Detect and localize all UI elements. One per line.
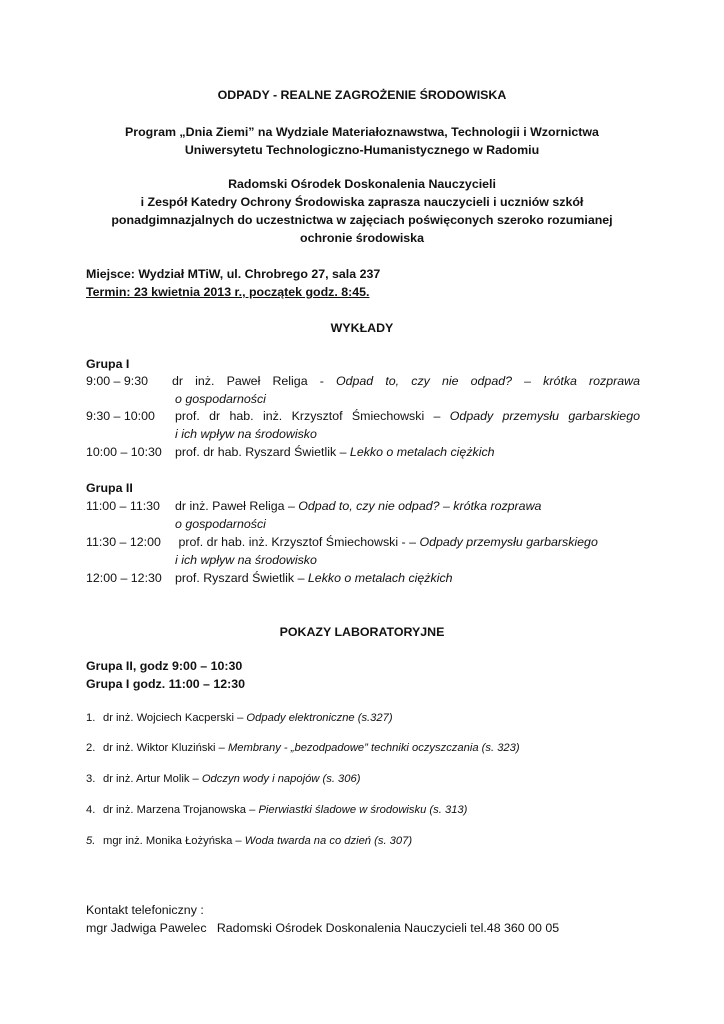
lecture-topic-continued: o gospodarności [175,392,266,406]
lecture-line [175,443,640,461]
lecture-topic: Lekko o metalach ciężkich [349,445,495,459]
list-item-number: 1. [86,712,96,724]
place-info: Miejsce: Wydział MTiW, ul. Chrobrego 27, sala 237 [86,267,381,281]
lecture-time: 11:30 – 12:00 [86,535,161,549]
lecture-topic-continued: i ich wpływ na środowisko [175,553,317,567]
lecture-entry [175,407,640,443]
lecture-time: 9:00 – 9:30 [86,374,149,388]
lecture-topic-continued: i ich wpływ na środowisko [175,427,317,441]
labs-group-line-2: Grupa I godz. 11:00 – 12:30 [86,677,246,691]
lab-speaker: mgr inż. Monika Łożyńska – [103,835,245,847]
lecture-topic: Odpad to, czy nie odpad? – krótka rozprawa [336,374,641,388]
lecture-time: 9:30 – 10:00 [86,409,155,423]
invite-line-4: ochronie środowiska [300,231,424,245]
lecture-entry [175,497,640,533]
lab-speaker: dr inż. Artur Molik – [103,773,202,785]
group-2-heading: Grupa II [86,481,133,495]
lab-topic: Pierwiastki śladowe w środowisku (s. 313) [258,804,468,816]
lecture-time: 12:00 – 12:30 [86,571,162,585]
lecture-speaker: dr inż. Paweł Religa - [172,374,336,388]
group-1-heading: Grupa I [86,357,130,371]
invite-line-2: i Zespół Katedry Ochrony Środowiska zaprasza nauczycieli i uczniów szkół [140,195,584,209]
lecture-topic: Odpady przemysłu garbarskiego [419,535,598,549]
invite-line-1: Radomski Ośrodek Doskonalenia Nauczycieli [228,177,496,191]
lab-topic: Odczyn wody i napojów (s. 306) [201,773,361,785]
lab-speaker: dr inż. Marzena Trojanowska – [103,804,259,816]
lecture-speaker: prof. dr hab. inż. Krzysztof Śmiechowski - – [175,535,420,549]
lecture-entry [175,533,640,569]
term-info: Termin: 23 kwietnia 2013 r., początek godz. 8:45. [86,285,370,299]
lab-topic: Membrany - „bezodpadowe” techniki oczyszczania (s. 323) [227,742,520,754]
lecture-speaker: prof. dr hab. inż. Krzysztof Śmiechowski – [175,409,450,423]
labs-group-line-1: Grupa II, godz 9:00 – 10:30 [86,659,243,673]
lectures-heading: WYKŁADY [330,321,394,335]
lecture-time: 11:00 – 11:30 [86,499,160,513]
lab-speaker: dr inż. Wiktor Kluziński – [103,742,228,754]
lecture-entry [175,443,640,461]
document-title: ODPADY - REALNE ZAGROŻENIE ŚRODOWISKA [217,88,507,102]
lecture-time: 10:00 – 10:30 [86,445,162,459]
list-item [86,802,467,818]
list-item-number: 2. [86,742,96,754]
lecture-entry [172,372,640,408]
lecture-line [175,533,640,551]
lecture-topic: Odpady przemysłu garbarskiego [449,409,640,423]
list-item [86,771,360,787]
lecture-topic-continued: o gospodarności [175,517,266,531]
labs-heading: POKAZY LABORATORYJNE [279,625,445,639]
lecture-topic: Odpad to, czy nie odpad? – krótka rozprawa [298,499,542,513]
lecture-line [175,407,640,425]
list-item [86,833,412,849]
invite-line-3: ponadgimnazjalnych do uczestnictwa w zajęciach poświęconych szeroko rozumianej [111,213,613,227]
lecture-speaker: prof. dr hab. Ryszard Świetlik – [175,445,350,459]
lecture-entry [175,569,640,587]
lecture-line [175,569,640,587]
list-item [86,740,520,756]
list-item [86,710,393,726]
lecture-speaker: prof. Ryszard Świetlik – [175,571,308,585]
list-item-number: 3. [86,773,96,785]
contact-label: Kontakt telefoniczny : [86,903,204,917]
lab-speaker: dr inż. Wojciech Kacperski – [103,712,247,724]
list-item-number: 4. [86,804,96,816]
contact-line: mgr Jadwiga Pawelec Radomski Ośrodek Doskonalenia Nauczycieli tel.48 360 00 05 [86,921,560,935]
program-line-1: Program „Dnia Ziemi” na Wydziale Materiałoznawstwa, Technologii i Wzornictwa [125,125,599,139]
lecture-line [175,497,640,515]
lab-topic: Woda twarda na co dzień (s. 307) [244,835,413,847]
lab-topic: Odpady elektroniczne (s.327) [246,712,393,724]
list-item-number: 5. [86,835,96,847]
lecture-speaker: dr inż. Paweł Religa – [175,499,299,513]
lecture-line [172,372,640,390]
program-line-2: Uniwersytetu Technologiczno-Humanistycznego w Radomiu [184,143,540,157]
lecture-topic: Lekko o metalach ciężkich [307,571,453,585]
